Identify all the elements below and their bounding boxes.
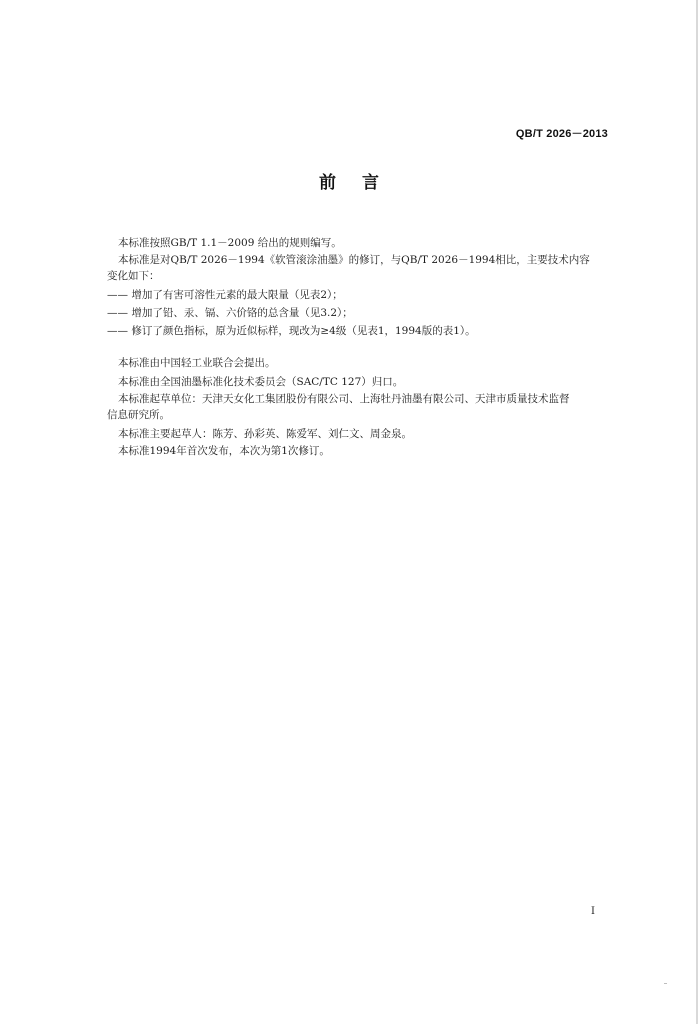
paragraph-line: 本标准由全国油墨标准化技术委员会（SAC/TC 127）归口。 [118, 376, 404, 388]
paragraph-line: 本标准按照GB/T 1.1－2009 给出的规则编写。 [118, 237, 342, 249]
paragraph-line: 本标准是对QB/T 2026－1994《软管滚涂油墨》的修订，与QB/T 2026－1994相比，主要技术内容 [118, 254, 590, 266]
standard-code: QB/T 2026－2013 [515, 128, 608, 140]
paragraph-line: 本标准1994年首次发布，本次为第1次修订。 [118, 445, 330, 457]
paragraph-line: 变化如下： [107, 270, 160, 282]
scan-speck [664, 983, 667, 984]
list-item: —— 增加了有害可溶性元素的最大限量（见表2）； [107, 289, 343, 301]
list-item: —— 修订了颜色指标，原为近似标样，现改为≥4级（见表1，1994版的表1）。 [107, 325, 476, 337]
paragraph-line: 信息研究所。 [107, 409, 170, 421]
page-title: 前言 [319, 173, 405, 193]
paragraph-line: 本标准主要起草人：陈芳、孙彩英、陈爱军、刘仁文、周金泉。 [118, 428, 412, 440]
paragraph-line: 本标准起草单位：天津天女化工集团股份有限公司、上海牡丹油墨有限公司、天津市质量技术监督 [118, 393, 570, 405]
list-item: —— 增加了铅、汞、镉、六价铬的总含量（见3.2）； [107, 307, 353, 319]
paragraph-line: 本标准由中国轻工业联合会提出。 [118, 357, 276, 369]
page-number: I [591, 906, 595, 917]
